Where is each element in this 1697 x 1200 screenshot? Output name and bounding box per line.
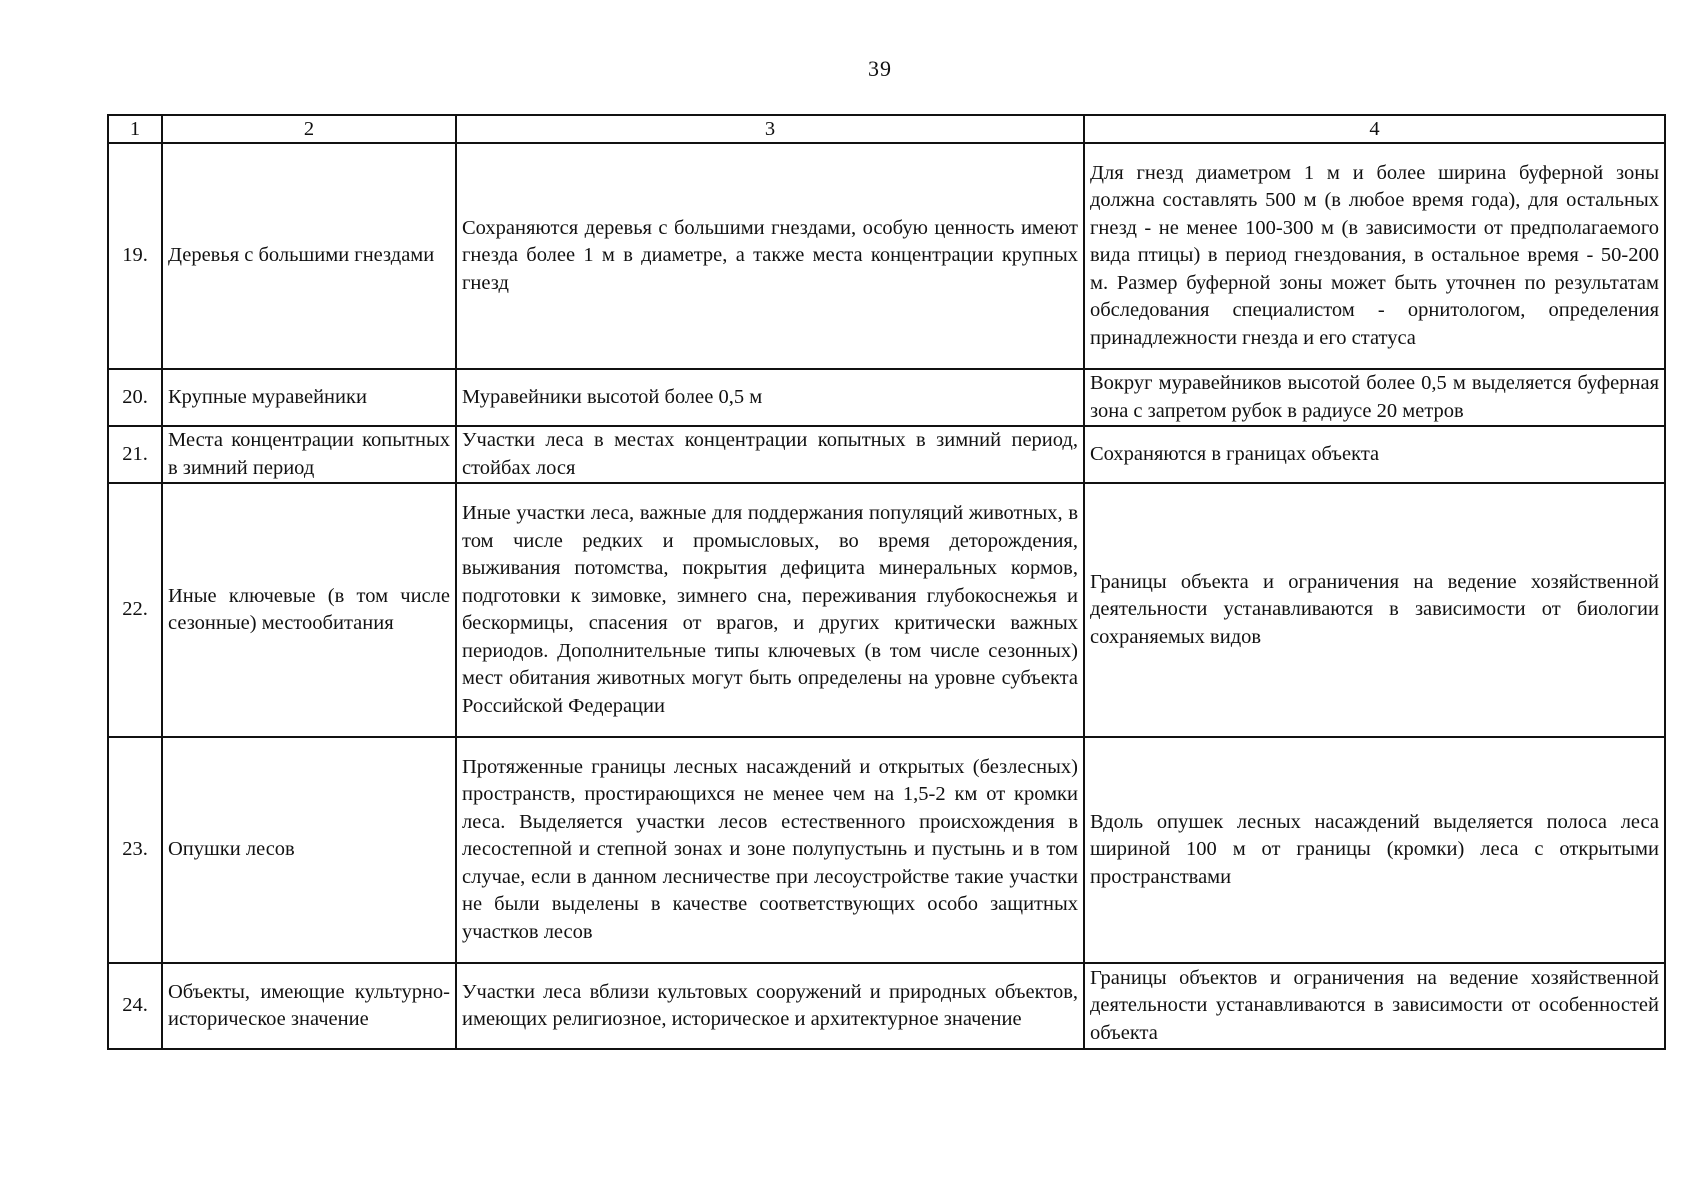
object-description: Муравейники высотой более 0,5 м — [456, 369, 1084, 426]
object-description: Сохраняются деревья с большими гнездами, особую ценность имеют гнезда более 1 м в диаметре, а также места концентрации крупных гнезд — [456, 143, 1084, 369]
protection-measure: Сохраняются в границах объекта — [1084, 426, 1665, 483]
table-row — [108, 483, 1665, 737]
data-table — [107, 114, 1666, 1050]
protection-measure: Вдоль опушек лесных насаждений выделяется полоса леса шириной 100 м от границы (кромки) леса с открытыми пространствами — [1084, 737, 1665, 963]
row-number: 21. — [108, 426, 162, 483]
object-description: Протяженные границы лесных насаждений и открытых (безлесных) пространств, простирающихся не менее чем на 1,5-2 км от кромки леса. Выделяется участки лесов естественного происхождения в лесостепной и степной зонах и зоне полупустынь и пустынь и в том случае, если в данном лесничестве при лесоустройстве такие участки не были выделены в качестве соответствующих особо защитных участков лесов — [456, 737, 1084, 963]
row-number: 24. — [108, 963, 162, 1049]
table-row — [108, 737, 1665, 963]
object-description: Участки леса вблизи культовых сооружений и природных объектов, имеющих религиозное, историческое и архитектурное значение — [456, 963, 1084, 1049]
protection-measure: Границы объектов и ограничения на ведение хозяйственной деятельности устанавливаются в зависимости от особенностей объекта — [1084, 963, 1665, 1049]
table-row — [108, 963, 1665, 1049]
table-row — [108, 426, 1665, 483]
page-number: 39 — [868, 56, 892, 81]
object-name: Опушки лесов — [162, 737, 456, 963]
protection-measure: Границы объекта и ограничения на ведение хозяйственной деятельности устанавливаются в зависимости от биологии сохраняемых видов — [1084, 483, 1665, 737]
object-name: Места концентрации копытных в зимний период — [162, 426, 456, 483]
table-header-row — [108, 115, 1665, 143]
row-number: 23. — [108, 737, 162, 963]
protection-measure: Вокруг муравейников высотой более 0,5 м выделяется буферная зона с запретом рубок в радиусе 20 метров — [1084, 369, 1665, 426]
table-row — [108, 143, 1665, 369]
header-cell-3: 3 — [456, 115, 1084, 143]
object-name: Крупные муравейники — [162, 369, 456, 426]
header-cell-1: 1 — [108, 115, 162, 143]
header-cell-2: 2 — [162, 115, 456, 143]
row-number: 20. — [108, 369, 162, 426]
object-name: Иные ключевые (в том числе сезонные) местообитания — [162, 483, 456, 737]
table-row — [108, 369, 1665, 426]
header-cell-4: 4 — [1084, 115, 1665, 143]
object-name: Деревья с большими гнездами — [162, 143, 456, 369]
object-name: Объекты, имеющие культурно-историческое значение — [162, 963, 456, 1049]
row-number: 19. — [108, 143, 162, 369]
protection-measure: Для гнезд диаметром 1 м и более ширина буферной зоны должна составлять 500 м (в любое время года), для остальных гнезд - не менее 100-300 м (в зависимости от предполагаемого вида птицы) в период гнездования, в остальное время - 50-200 м. Размер буферной зоны может быть уточнен по результатам обследования специалистом - орнитологом, определения принадлежности гнезда и его статуса — [1084, 143, 1665, 369]
object-description: Иные участки леса, важные для поддержания популяций животных, в том числе редких и промысловых, во время деторождения, выживания потомства, покрытия дефицита минеральных кормов, подготовки к зимовке, зимнего сна, переживания глубокоснежья и бескормицы, спасения от врагов, и других критически важных периодов. Дополнительные типы ключевых (в том числе сезонных) мест обитания животных могут быть определены на уровне субъекта Российской Федерации — [456, 483, 1084, 737]
object-description: Участки леса в местах концентрации копытных в зимний период, стойбах лося — [456, 426, 1084, 483]
row-number: 22. — [108, 483, 162, 737]
